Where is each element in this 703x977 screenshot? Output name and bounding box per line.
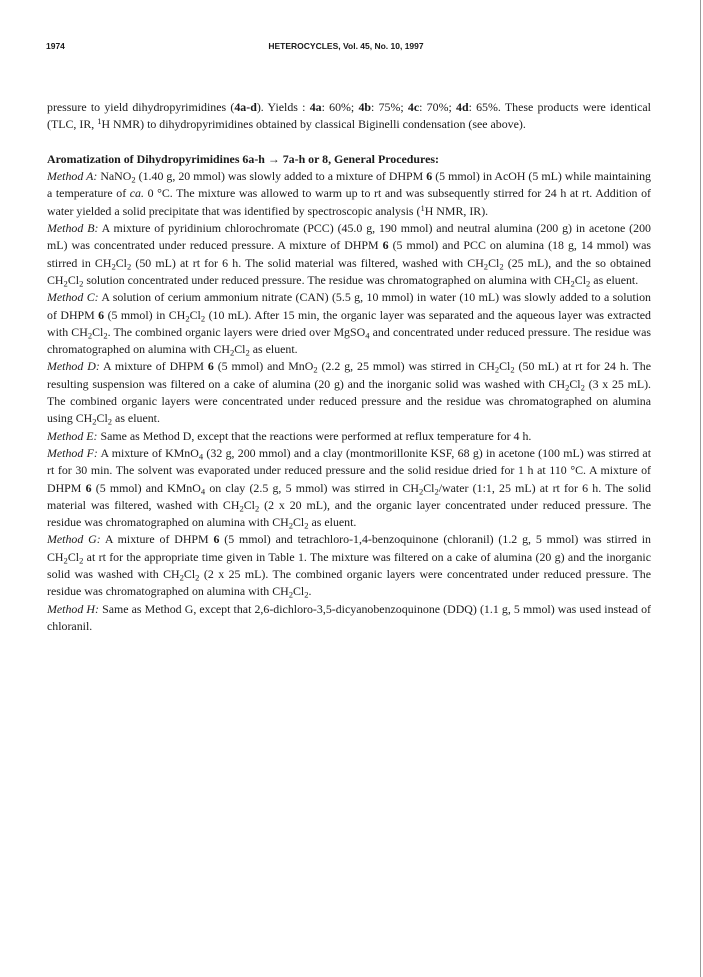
method-g-label: Method G: — [47, 532, 101, 547]
method-d-paragraph: Method D: A mixture of DHPM 6 (5 mmol) and MnO$_2$ (2.2 g, 25 mmol) was stirred in $CH_2Cl_2$ (50 mL) at rt for 24 h. The resulting suspension was filtered on a cake of alumina (20 g) and the inorganic solid was washed with $CH_2Cl_2$ (3 x 25 mL). The combined organic layers were concentrated under reduced pressure and the residue was chromatographed on alumina using $CH_2Cl_2$ as eluent. — [47, 359, 652, 427]
method-f-label: Method F: — [47, 445, 98, 460]
intro-paragraph: pressure to yield dihydropyrimidines (4a-d). Yields : 4a: 60%; 4b: 75%; 4c: 70%; 4d: 65%. These products were identical (TLC, IR, $^1$H NMR) to dihydropyrimidines obtained by classical Biginelli condensation (see above). — [47, 100, 651, 132]
method-g-paragraph: Method G: A mixture of DHPM 6 (5 mmol) and tetrachloro-1,4-benzoquinone (chloranil) (1.2 g, 5 mmol) was stirred in $CH_2Cl_2$ at rt for the appropriate time given in Table 1. The mixture was filtered on a cake of alumina (20 g) and the inorganic solid was washed with $CH_2Cl_2$ (2 x 25 mL). The combined organic layers were concentrated under reduced pressure. The residue was chromatographed on alumina with $CH_2Cl_2$. — [47, 532, 652, 600]
journal-citation: HETEROCYCLES, Vol. 45, No. 10, 1997 — [268, 41, 424, 51]
method-b-label: Method B: — [47, 221, 99, 236]
article-body — [47, 99, 651, 635]
method-f-paragraph: Method F: A mixture of KMnO$_4$ (32 g, 200 mmol) and a clay (montmorillonite KSF, 68 g) in acetone (100 mL) was stirred at rt for 30 min. The solvent was evaporated under reduced pressure and the solid residue dried for 1 h at 110 °C. A mixture of DHPM 6 (5 mmol) and KMnO$_4$ on clay (2.5 g, 5 mmol) was stirred in $CH_2Cl_2$/water (1:1, 25 mL) at rt for 6 h. The solid material was filtered, washed with $CH_2Cl_2$ (2 x 20 mL), and the organic layer concentrated under reduced pressure. The residue was chromatographed on alumina with $CH_2Cl_2$ as eluent. — [47, 445, 652, 531]
paragraph-spacer — [47, 134, 651, 151]
page-edge-rule — [700, 0, 701, 977]
method-e-paragraph: Method E: Same as Method D, except that the reactions were performed at reflux temperature for 4 h. — [47, 428, 532, 443]
method-b-paragraph: Method B: A mixture of pyridinium chlorochromate (PCC) (45.0 g, 190 mmol) and neutral alumina (200 g) in acetone (200 mL) was concentrated under reduced pressure. A mixture of DHPM 6 (5 mmol) and PCC on alumina (18 g, 14 mmol) was stirred in $CH_2Cl_2$ (50 mL) at rt for 6 h. The solid material was filtered, washed with $CH_2Cl_2$ (25 mL), and the so obtained $CH_2Cl_2$ solution concentrated under reduced pressure. The residue was chromatographed on alumina with $CH_2Cl_2$ as eluent. — [47, 221, 651, 289]
page-number: 1974 — [46, 41, 65, 51]
method-h-paragraph: Method H: Same as Method G, except that 2,6-dichloro-3,5-dicyanobenzoquinone (DDQ) (1.1 g, 5 mmol) was used instead of chloranil. — [47, 601, 651, 633]
method-e-label: Method E: — [47, 428, 98, 443]
running-header — [46, 41, 646, 53]
section-heading: Aromatization of Dihydropyrimidines 6a-h → 7a-h or 8, General Procedures: — [47, 151, 439, 166]
method-a-paragraph: Method A: NaNO$_2$ (1.40 g, 20 mmol) was slowly added to a mixture of DHPM 6 (5 mmol) in AcOH (5 mL) while maintaining a temperature of ca. 0 °C. The mixture was allowed to warm up to rt and was subsequently stirred for 24 h at rt. Addition of water yielded a solid precipitate that was identified by spectroscopic analysis ($^1$H NMR, IR). — [47, 169, 651, 218]
method-h-label: Method H: — [47, 601, 99, 616]
method-d-label: Method D: — [47, 359, 100, 374]
method-a-label: Method A: — [47, 169, 98, 184]
method-c-paragraph: Method C: A solution of cerium ammonium nitrate (CAN) (5.5 g, 10 mmol) in water (10 mL) was slowly added to a solution of DHPM 6 (5 mmol) in $CH_2Cl_2$ (10 mL). After 15 min, the organic layer was separated and the aqueous layer was extracted with $CH_2Cl_2$. The combined organic layers were dried over MgSO$_4$ and concentrated under reduced pressure. The residue was chromatographed on alumina with $CH_2Cl_2$ as eluent. — [47, 290, 651, 358]
method-c-label: Method C: — [47, 290, 99, 305]
